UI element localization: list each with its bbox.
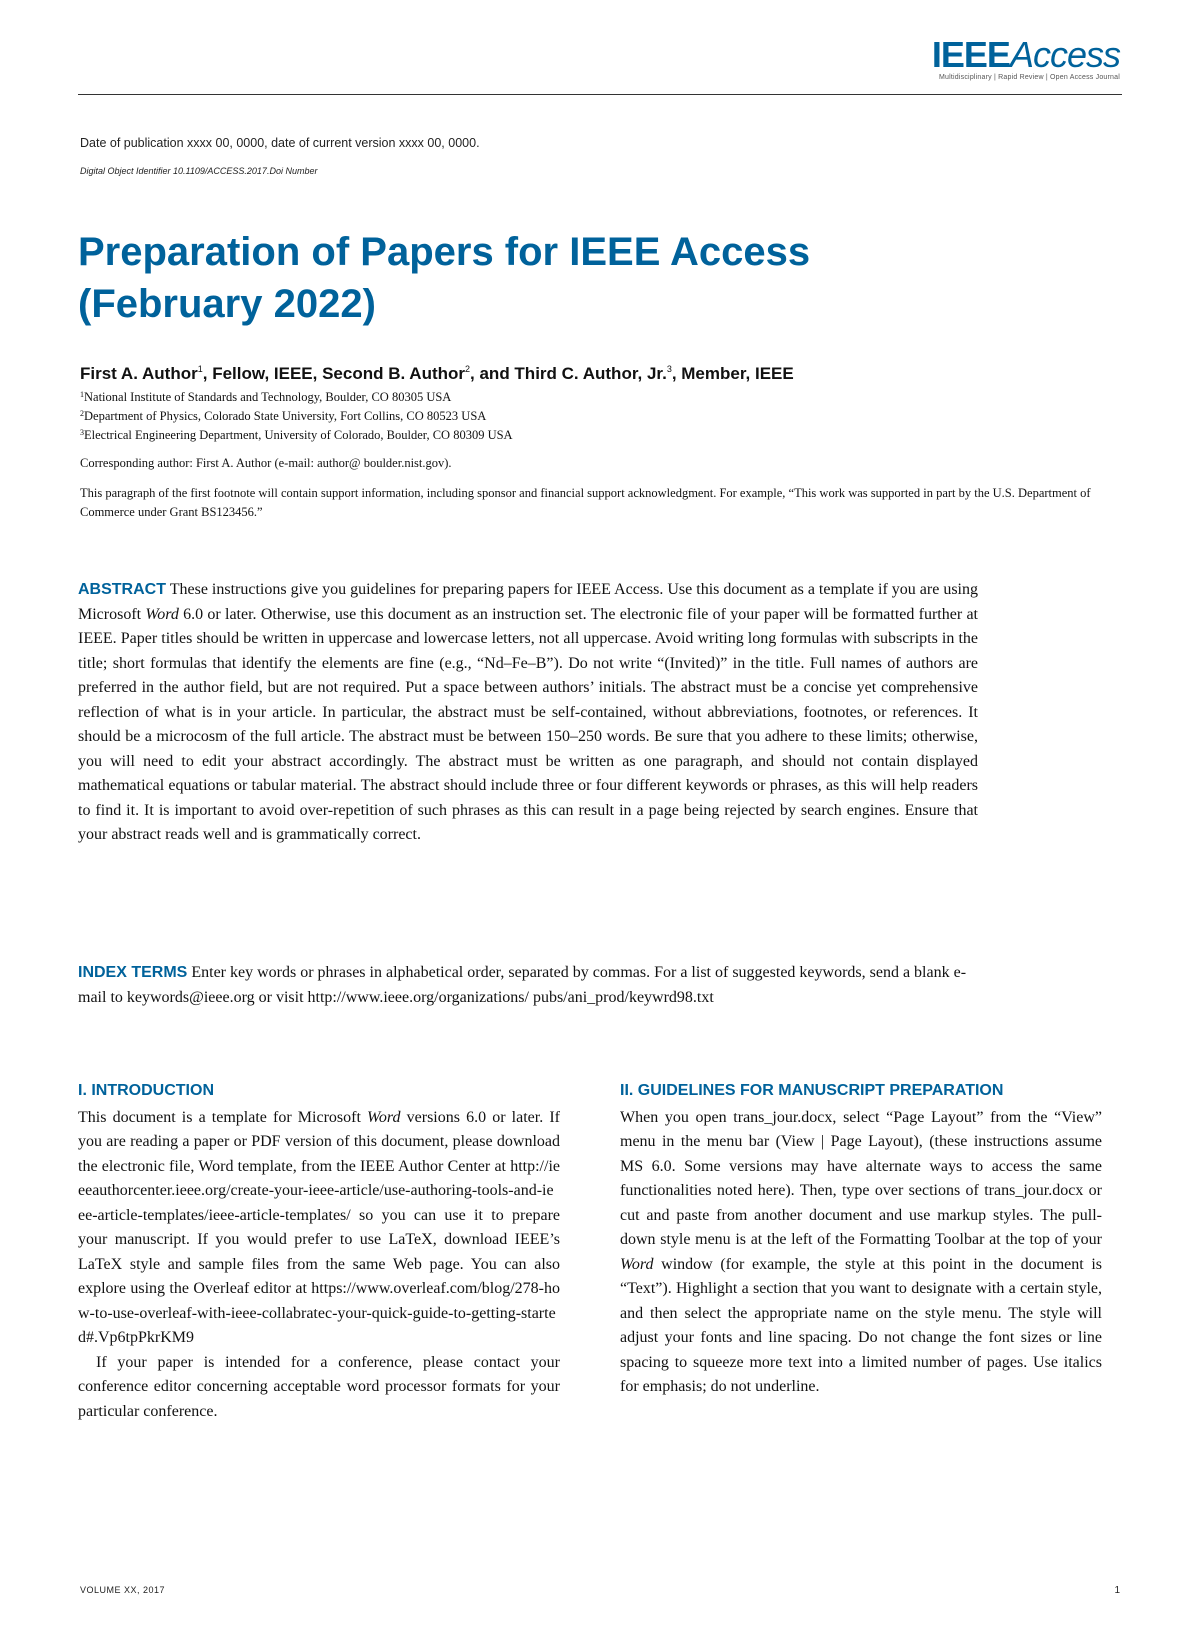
- affiliation-3-text: Electrical Engineering Department, University of Colorado, Boulder, CO 80309 USA: [84, 428, 513, 442]
- footer-page-number: 1: [1114, 1585, 1120, 1596]
- index-terms-label: INDEX TERMS: [78, 964, 188, 981]
- affiliation-3: [80, 428, 513, 443]
- author-center-link[interactable]: http://ieeeauthorcenter.ieee.org/create-your-ieee-article/use-authoring-tools-and-ieee-article-templates/ieee-article-templates/: [78, 1157, 560, 1224]
- ieee-access-logo: [932, 34, 1120, 81]
- affiliation-3-sup: 3: [80, 428, 84, 437]
- author-1-sup: 1: [197, 364, 203, 374]
- section-1-paragraph-2: If your paper is intended for a conference, please contact your conference editor concerning acceptable word processor formats for your particular conference.: [78, 1353, 560, 1420]
- author-3-sup: 3: [666, 364, 672, 374]
- abstract-word-italic: Word: [145, 605, 179, 623]
- s1-text-a: This document is a template for Microsoft: [78, 1108, 368, 1126]
- logo-ieee-text: IEEE: [931, 34, 1010, 75]
- affiliation-1-sup: 1: [80, 390, 84, 399]
- s2-text-a: When you open trans_jour.docx, select “Page Layout” from the “View” menu in the menu bar (View | Page Layout), (these instructions assume MS 6.0. Some versions may have alternate ways to access the same functionalities noted here). Then, type over sections of trans_jour.docx or cut and paste from another document and use markup styles. The pull-down style menu is at the left of the Formatting Toolbar at the top of your: [620, 1108, 1102, 1248]
- paper-title: [78, 226, 1078, 330]
- abstract: [78, 578, 978, 848]
- logo-access-text: Access: [1009, 34, 1120, 75]
- author-1: First A. Author: [80, 364, 198, 383]
- author-list: [80, 364, 794, 384]
- index-terms: [78, 961, 978, 1010]
- s2-word-italic: Word: [620, 1255, 654, 1273]
- column-left: [78, 1079, 560, 1424]
- affiliation-2: [80, 409, 486, 424]
- author-3-suffix: , Member, IEEE: [671, 364, 794, 383]
- affiliation-2-text: Department of Physics, Colorado State University, Fort Collins, CO 80523 USA: [84, 409, 487, 423]
- index-terms-text: Enter key words or phrases in alphabetical order, separated by commas. For a list of suggested keywords, send a blank e-mail to keywords@ieee.org or visit http://www.ieee.org/organizations/ pubs/ani_prod/keywrd98.txt: [78, 964, 967, 1006]
- section-2-paragraph-1: [620, 1106, 1102, 1400]
- corresponding-author: Corresponding author: First A. Author (e-mail: author@ boulder.nist.gov).: [80, 456, 452, 470]
- logo-tagline: Multidisciplinary | Rapid Review | Open Access Journal: [939, 74, 1120, 81]
- author-2-suffix: , and Third C. Author, Jr.: [470, 364, 667, 383]
- footer-volume: VOLUME XX, 2017: [80, 1585, 166, 1595]
- affiliation-1-text: National Institute of Standards and Technology, Boulder, CO 80305 USA: [84, 390, 452, 404]
- overleaf-link[interactable]: https://www.overleaf.com/blog/278-how-to-use-overleaf-with-ieee-collabratec-your-quick-guide-to-getting-started#.Vp6tpPkrKM9: [78, 1280, 560, 1346]
- section-1-paragraph-1: [78, 1106, 560, 1351]
- funding-footnote: This paragraph of the first footnote will contain support information, including sponsor and financial support acknowledgment. For example, “This work was supported in part by the U.S. Department of Commerce under Grant BS123456.”: [80, 486, 1091, 519]
- author-1-suffix: , Fellow, IEEE, Second B. Author: [202, 364, 466, 383]
- abstract-text-2: 6.0 or later. Otherwise, use this document as an instruction set. The electronic file of your paper will be formatted further at IEEE. Paper titles should be written in uppercase and lowercase letters, not all uppercase. Avoid writing long formulas with subscripts in the title; short formulas that identify the elements are fine (e.g., “Nd–Fe–B”). Do not write “(Invited)” in the title. Full names of authors are preferred in the author field, but are not required. Put a space between authors’ initials. The abstract must be a concise yet comprehensive reflection of what is in your article. In particular, the abstract must be self-contained, without abbreviations, footnotes, or references. It should be a microcosm of the full article. The abstract must be between 150–250 words. Be sure that you adhere to these limits; otherwise, you will need to edit your abstract accordingly. The abstract must be written as one paragraph, and should not contain displayed mathematical equations or tabular material. The abstract should include three or four different keywords or phrases, as this will help readers to find it. It is important to avoid over-repetition of such phrases as this can result in a page being rejected by search engines. Ensure that your abstract reads well and is grammatically correct.: [78, 605, 978, 843]
- column-right: [620, 1079, 1102, 1400]
- affiliation-1: [80, 390, 451, 405]
- s1-text-b: versions 6.0 or later. If you are reading a paper or PDF version of this document, please download the electronic file, Word template, from the IEEE Author Center at: [78, 1108, 561, 1175]
- header-divider: [78, 94, 1122, 95]
- affiliation-2-sup: 2: [80, 409, 84, 418]
- doi-line: Digital Object Identifier 10.1109/ACCESS.2017.Doi Number: [80, 166, 318, 176]
- s2-text-b: window (for example, the style at this point in the document is “Text”). Highlight a section that you want to designate with a certain style, and then select the appropriate name on the style menu. The style will adjust your fonts and line spacing. Do not change the font sizes or line spacing to squeeze more text into a limited number of pages. Use italics for emphasis; do not underline.: [620, 1255, 1102, 1395]
- section-1-heading: I. INTRODUCTION: [78, 1082, 214, 1099]
- author-2-sup: 2: [465, 364, 471, 374]
- title-line-1: Preparation of Papers for IEEE Access: [78, 230, 811, 274]
- abstract-label: ABSTRACT: [78, 581, 166, 598]
- title-line-2: (February 2022): [78, 282, 376, 326]
- publication-date: Date of publication xxxx 00, 0000, date of current version xxxx 00, 0000.: [80, 136, 480, 150]
- s1-text-c: so you can use it to prepare your manuscript. If you would prefer to use LaTeX, download IEEE’s LaTeX style and sample files from the same Web page. You can also explore using the Overleaf editor at: [78, 1206, 560, 1297]
- s1-word-italic: Word: [367, 1108, 401, 1126]
- section-2-heading: II. GUIDELINES FOR MANUSCRIPT PREPARATION: [620, 1082, 1004, 1099]
- abstract-text-1: These instructions give you guidelines for preparing papers for IEEE Access. Use this document as a template if you are using Microsoft: [78, 581, 978, 623]
